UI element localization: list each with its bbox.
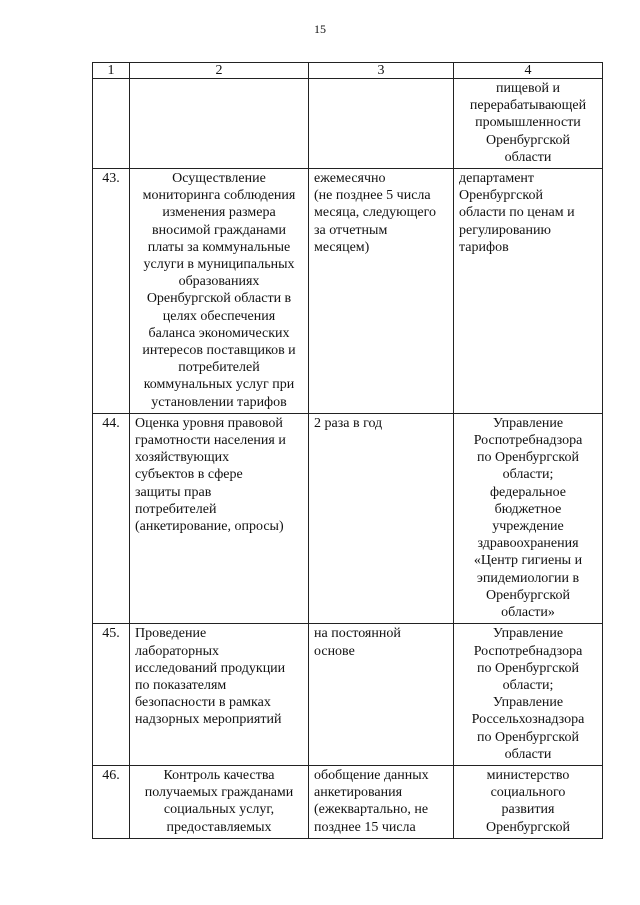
term-cell	[309, 624, 454, 766]
table-row-46	[93, 765, 603, 838]
table-row-43	[93, 169, 603, 414]
term-cell	[309, 765, 454, 838]
action-cell	[130, 413, 309, 623]
responsible-cell	[454, 765, 603, 838]
table-row-44	[93, 413, 603, 623]
term-cell	[309, 413, 454, 623]
table-row-45	[93, 624, 603, 766]
header-cell: 2	[130, 63, 309, 79]
num-cell: 46.	[93, 765, 130, 838]
num-cell: 45.	[93, 624, 130, 766]
header-cell: 1	[93, 63, 130, 79]
responsible-text: министерство социального развития Оренбургской	[486, 767, 570, 835]
action-text: Осуществление мониторинга соблюдения изменения размера вносимой гражданами платы за коммунальные услуги в муниципальных образованиях Оренбургской области в целях обеспечения баланса экономических интересов поставщиков и потребителей коммунальных услуг при установлении тарифов	[142, 171, 296, 410]
responsible-text: пищевой и перерабатывающей промышленности Оренбургской области	[469, 81, 587, 165]
responsible-cell	[454, 79, 603, 169]
action-text: Проведение лабораторных исследований продукции по показателям безопасности в рамках надзорных мероприятий	[135, 626, 286, 728]
page-number: 15	[314, 22, 326, 36]
responsible-text: Управление Роспотребнадзора по Оренбургской области; Управление Россельхознадзора по Оренбургской области	[471, 626, 585, 762]
responsible-cell	[454, 413, 603, 623]
num-cell	[93, 79, 130, 169]
plan-table	[92, 62, 603, 839]
table-row-continuation	[93, 79, 603, 169]
action-cell	[130, 79, 309, 169]
header-cell: 4	[454, 63, 603, 79]
num-cell: 44.	[93, 413, 130, 623]
term-text: на постоянной основе	[314, 626, 401, 659]
action-cell	[130, 765, 309, 838]
term-cell	[309, 79, 454, 169]
responsible-text: Управление Роспотребнадзора по Оренбургской области; федеральное бюджетное учреждение здравоохранения «Центр гигиены и эпидемиологии в Оренбургской области»	[473, 415, 583, 621]
num-cell: 43.	[93, 169, 130, 414]
term-text: 2 раза в год	[314, 415, 383, 431]
responsible-cell	[454, 169, 603, 414]
table-header-row	[93, 63, 603, 79]
action-cell	[130, 624, 309, 766]
responsible-cell	[454, 624, 603, 766]
header-cell: 3	[309, 63, 454, 79]
action-text: Оценка уровня правовой грамотности населения и хозяйствующих субъектов в сфере защиты прав потребителей (анкетирование, опросы)	[135, 415, 286, 535]
term-text: обобщение данных анкетирования (ежеквартально, не позднее 15 числа	[314, 767, 429, 835]
responsible-text: департамент Оренбургской области по ценам и регулированию тарифов	[459, 171, 575, 255]
term-cell	[309, 169, 454, 414]
action-text: Контроль качества получаемых гражданами социальных услуг, предоставляемых	[144, 767, 294, 835]
term-text: ежемесячно (не позднее 5 числа месяца, следующего за отчетным месяцем)	[314, 171, 436, 255]
action-cell	[130, 169, 309, 414]
